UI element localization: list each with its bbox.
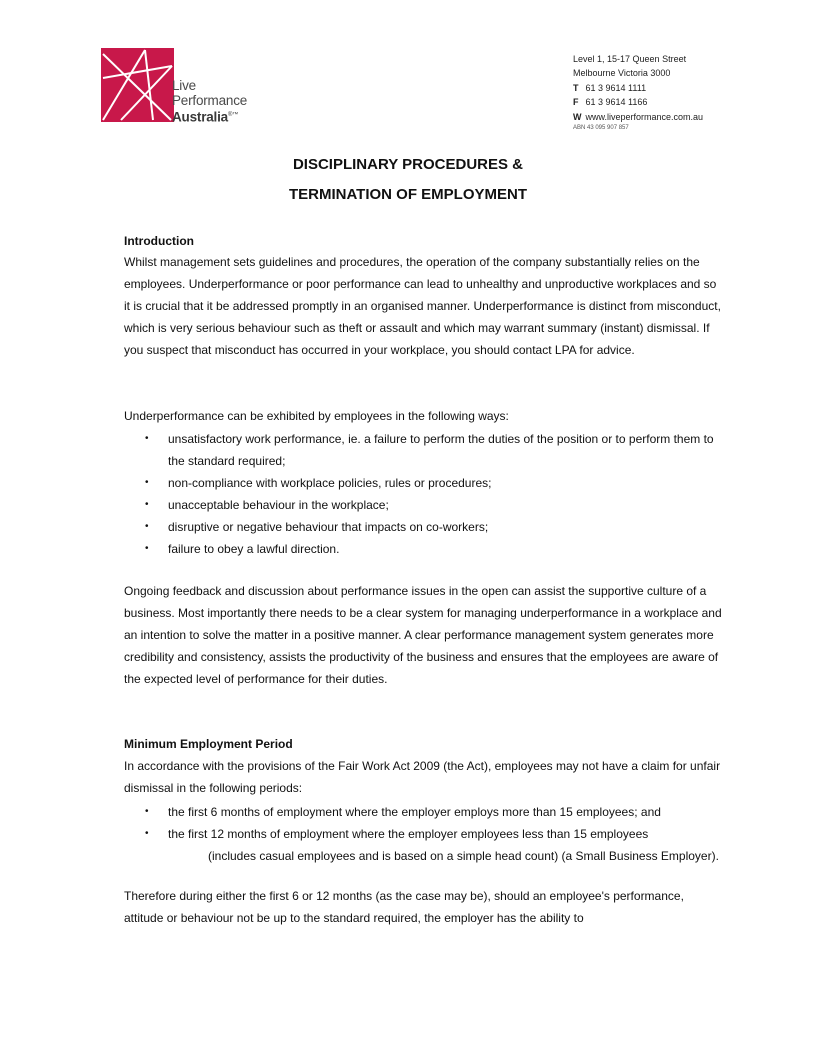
logo-line-2: Performance (172, 93, 248, 108)
bullet-icon: • (145, 828, 149, 839)
intro-paragraph-1: Whilst management sets guidelines and procedures, the operation of the company substantially relies on the employees. Underperformance or poor performance can lead to unhealthy and unproductive workplaces and so it is crucial that it be addressed promptly in an organised manner. Underperformance is distinct from misconduct, which is very serious behaviour such as theft or assault and which may warrant summary (instant) dismissal. If you suspect that misconduct has occurred in your workplace, you should contact LPA for advice. (124, 255, 721, 357)
list-item: • the first 6 months of employment where the employer employs more than 15 employees; and (124, 801, 724, 823)
underperformance-list (124, 428, 724, 560)
list-item: • unacceptable behaviour in the workplace; (124, 494, 724, 516)
min-period-paragraph-1: In accordance with the provisions of the Fair Work Act 2009 (the Act), employees may not have a claim for unfair dismissal in the following periods: (124, 759, 721, 795)
exemption-list (124, 801, 724, 867)
intro-heading: Introduction (124, 234, 194, 248)
web-row (573, 110, 713, 124)
bullet-icon: • (145, 433, 149, 444)
bullet-icon: • (145, 477, 149, 488)
fax-row (573, 95, 713, 109)
intro-paragraph-2: Underperformance can be exhibited by employees in the following ways: (124, 409, 509, 423)
bullet-icon: • (145, 543, 149, 554)
logo-star-icon (101, 48, 174, 122)
bullet-icon: • (145, 806, 149, 817)
list-item: • failure to obey a lawful direction. (124, 538, 724, 560)
intro-paragraph-3: Ongoing feedback and discussion about performance issues in the open can assist the supportive culture of a business. Most importantly there needs to be a clear system for managing underperformance in a workplace and an intention to solve the matter in a positive manner. A clear performance management system generates more credibility and consistency, assists the productivity of the business and ensures that the employees are aware of the expected level of performance for their duties. (124, 584, 722, 686)
phone-value: 61 3 9614 1111 (585, 82, 647, 93)
address-line-1: Level 1, 15-17 Queen Street (573, 54, 687, 64)
list-item: • unsatisfactory work performance, ie. a failure to perform the duties of the position or to perform them to the standard required; (124, 428, 724, 472)
document-title-line-2: TERMINATION OF EMPLOYMENT (288, 186, 528, 203)
phone-label: T (573, 82, 579, 93)
bullet-icon: • (145, 521, 149, 532)
list-item: • non-compliance with workplace policies, rules or procedures; (124, 472, 724, 494)
address-block (573, 52, 713, 133)
fax-label: F (573, 97, 579, 108)
company-logo (101, 48, 261, 124)
abn: ABN 43 095 907 857 (573, 125, 629, 132)
logo-line-3: Australia®™ (172, 109, 239, 125)
bullet-icon: • (145, 499, 149, 510)
address-line-2: Melbourne Victoria 3000 (573, 68, 671, 79)
phone-row (573, 81, 713, 95)
document-title-line-1: DISCIPLINARY PROCEDURES & (292, 156, 524, 173)
list-item-continuation: (includes casual employees and is based on a simple head count) (a Small Business Employer). (208, 849, 719, 863)
web-value: www.liveperformance.com.au (585, 111, 704, 122)
fax-value: 61 3 9614 1166 (585, 97, 648, 108)
logo-mark: ®™ (227, 112, 239, 118)
logo-line-1: Live (172, 78, 196, 93)
logo-wordmark (172, 78, 247, 125)
min-period-paragraph-2: Therefore during either the first 6 or 12 months (as the case may be), should an employee's performance, attitude or behaviour not be up to the standard required, the employer has the ability to (124, 889, 684, 925)
min-period-heading: Minimum Employment Period (124, 737, 293, 751)
list-item: • disruptive or negative behaviour that impacts on co-workers; (124, 516, 724, 538)
list-item: • the first 12 months of employment where the employer employees less than 15 employees (includes casual employees and is based on a simple head count) (a Small Business Employer). (124, 823, 724, 867)
web-label: W (573, 111, 582, 122)
